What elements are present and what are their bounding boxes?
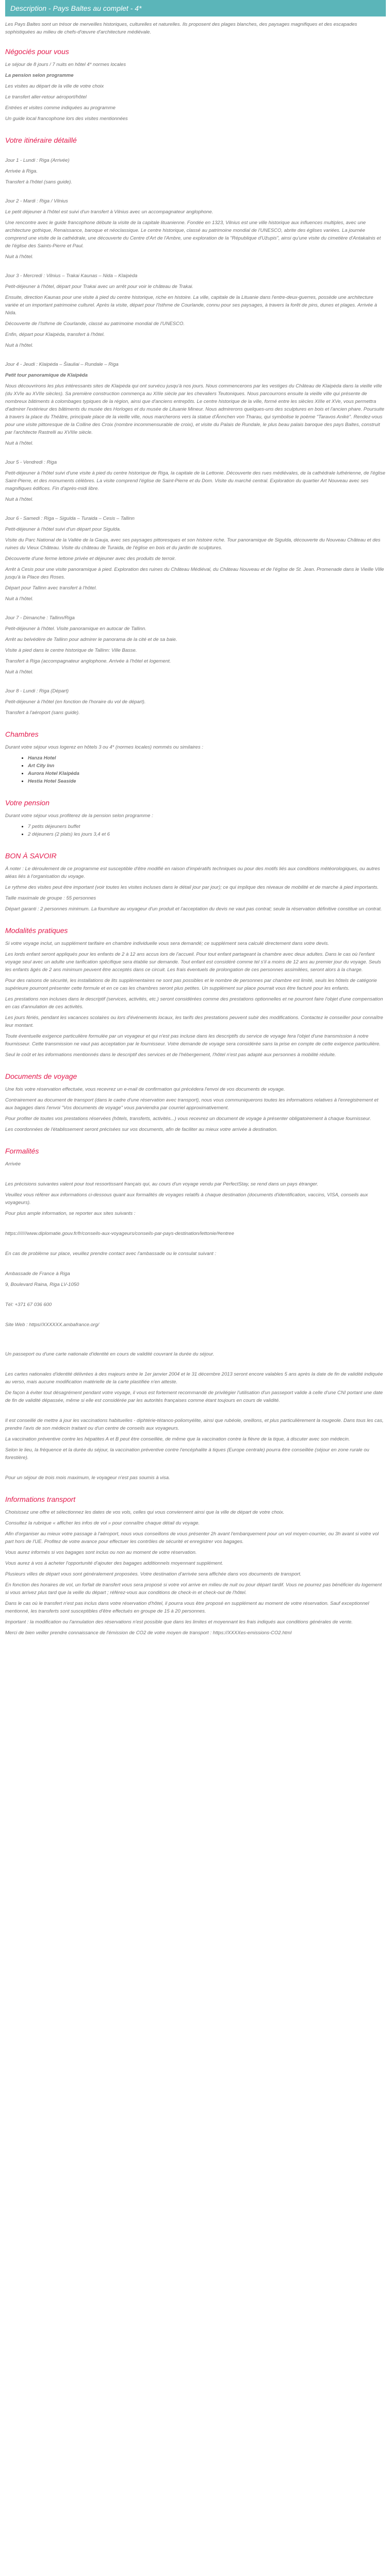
section-title-pension: Votre pension: [5, 799, 50, 807]
day-para: Transfert à l'hôtel (sans guide).: [5, 179, 72, 185]
negocie-line: Les visites au départ de la ville de votre choix: [5, 83, 104, 89]
list-item: [28, 777, 386, 785]
day-para: Une rencontre avec le guide francophone débute la visite de la capitale lituanienne. Fondée en 1323, Vilnius est une ville historique aux influences multiples, avec une architecture gothique, Renaissance, baroque et néoclassique. Le centre historique, classé au patrimoine mondial de l'UNESCO, abrite des églises variées. La journée comprend une visite de la cathédrale, une découverte du Centre d'Art de l'Ambre, une exploration de la "République d'Užupis", ainsi qu'une visite du cimetière d'Antakalnis et de l'église des Saints-Pierre et Paul.: [5, 220, 381, 249]
pension-lead: Durant votre séjour vous profiterez de la pension selon programme :: [5, 813, 153, 819]
transport-para: Consultez la rubrique « afficher les infos de vol » pour connaître chaque détail du voyage.: [5, 1520, 200, 1526]
day-para: Nuit à l'hôtel.: [5, 343, 34, 348]
formalites-para: Les cartes nationales d'identité délivrées à des majeurs entre le 1er janvier 2004 et le 31 décembre 2013 seront encore valables 5 ans après la date de fin de validité indiquée au verso, mais aucune modification matérielle de la carte plastifiée n'en atteste.: [5, 1371, 383, 1385]
formalites-para: En cas de problème sur place, veuillez prendre contact avec l'ambassade ou le consulat suivant :: [5, 1251, 216, 1257]
day-para: Enfin, départ pour Klaipėda, transfert à l'hôtel.: [5, 332, 105, 337]
negocie-line: Un guide local francophone lors des visites mentionnées: [5, 116, 128, 122]
hotel-name: Aurora Hotel Klaipėda: [28, 771, 79, 776]
day-title: Jour 3 - Mercredi : Vilnius – Trakai Kaunas – Nida – Klaipėda: [5, 273, 138, 279]
list-item: [28, 762, 386, 770]
section-title-negocie: Négociés pour vous: [5, 47, 69, 56]
day-para: Découverte de l'Isthme de Courlande, classé au patrimoine mondial de l'UNESCO.: [5, 321, 185, 327]
section-title-chambres: Chambres: [5, 730, 39, 738]
day-title: Jour 4 - Jeudi : Klaipėda – Šiauliai – Rundale – Riga: [5, 362, 119, 367]
day-para: Visite à pied dans le centre historique de Tallinn: Ville Basse.: [5, 648, 137, 653]
documents-para: Une fois votre réservation effectuée, vous recevrez un e-mail de confirmation qui précédera l'envoi de vos documents de voyage.: [5, 1087, 285, 1092]
list-item: [28, 831, 386, 838]
day-title: Jour 8 - Lundi : Riga (Départ): [5, 688, 69, 694]
negocie-list: [5, 61, 386, 123]
day-title: Jour 5 - Vendredi : Riga: [5, 460, 57, 465]
transport-para: Afin d'organiser au mieux votre passage à l'aéroport, nous vous conseillons de vous présenter 2h avant l'embarquement pour un vol moyen-courrier, ou 3h avant si votre vol part hors de l'UE. Profitez de votre avance pour effectuer les contrôles de sécurité et enregistrer vos bagages.: [5, 1531, 379, 1545]
spacer: [5, 1465, 386, 1474]
modalites-para: Seul le coût et les informations mentionnés dans le descriptif des services et de l'hébergement, l'hôtel n'est pas adapté aux personnes à mobilité réduite.: [5, 1052, 336, 1058]
section-title-transport: Informations transport: [5, 1495, 76, 1503]
spacer: [5, 1171, 386, 1180]
documents-para: Contrairement au document de transport (dans le cadre d'une réservation avec transport), nous vous communiquerons toutes les informations relatives à l'enregistrement et aux bagages dans l'envoi "Vos documents de voyage" vous parviendra par courriel approximativement.: [5, 1097, 379, 1111]
day-subtitle: Petit tour panoramique de Klaipėda: [5, 372, 88, 378]
section-title-modalites: Modalités pratiques: [5, 926, 68, 935]
embassy-name: Ambassade de France à Riga: [5, 1271, 70, 1277]
modalites-para: Pour des raisons de sécurité, les installations de lits supplémentaires ne sont pas possibles et le nombre de personnes par chambre est limité, seuls les hôtels de catégorie supérieure pourront présenter cette formule et en ce cas les chambres seront plus petites. Un supplément sur place pourrait vous être facturé pour les enfants.: [5, 978, 377, 991]
day-8: [5, 687, 386, 717]
spacer: [5, 1292, 386, 1301]
day-6: [5, 515, 386, 603]
day-5: [5, 459, 386, 503]
day-para: Ensuite, direction Kaunas pour une visite à pied du centre historique, riche en histoire. La ville, capitale de la Lituanie dans l'entre-deux-guerres, possède une architecture variée et un important patrimoine culturel. Après la visite, départ pour l'Isthme de Courlande, connu pour ses paysages, à travers la forêt de pins, dunes et plages. Arrivée à Nida.: [5, 295, 377, 316]
formalites-para: Arrivée: [5, 1161, 21, 1167]
formalites-para: Un passeport ou d'une carte nationale d'identité en cours de validité couvrant la durée du séjour.: [5, 1351, 215, 1357]
documents-para: Les coordonnées de l'établissement seront précisées sur vos documents, afin de faciliter au mieux votre arrivée à destination.: [5, 1127, 278, 1132]
day-para: Petit-déjeuner à l'hôtel (en fonction de l'horaire du vol de départ).: [5, 699, 146, 705]
spacer: [5, 1332, 386, 1341]
bon-para: Départ garanti : 2 personnes minimum. La fourniture au voyageur d'un produit et l'acceptation du devis ne vaut pas contrat; seule la réservation définitive constitue un contrat.: [5, 906, 382, 912]
section-title-formalites: Formalités: [5, 1147, 39, 1155]
embassy-website[interactable]: Site Web : https//XXXXXX.ambafrance.org/: [5, 1322, 99, 1328]
day-para: Visite du Parc National de la Vallée de la Gauja, avec ses paysages pittoresques et son histoire riche. Tour panoramique de Sigulda, découverte du Nouveau Château et des ruines du Vieux Château. Visite du château de Turaida, de l'église en bois et du jardin de sculptures.: [5, 537, 381, 551]
day-title: Jour 2 - Mardi : Riga / Vilnius: [5, 198, 68, 204]
embassy-address: 9, Boulevard Raina, Riga LV-1050: [5, 1282, 79, 1287]
day-para: Arrêt au belvédère de Tallinn pour admirer le panorama de la cité et de sa baie.: [5, 637, 177, 642]
day-para: Nuit à l'hôtel.: [5, 254, 34, 260]
day-para: Petit-déjeuner à l'hôtel, départ pour Trakai avec un arrêt pour voir le château de Trakai.: [5, 284, 193, 290]
spacer: [5, 1312, 386, 1321]
day-para: Petit-déjeuner à l'hôtel suivi d'un départ pour Sigulda.: [5, 527, 121, 532]
list-item: [28, 770, 386, 777]
formalites-para: De façon à éviter tout désagrément pendant votre voyage, il vous est fortement recommandé de privilégier l'utilisation d'un passeport valide à celle d'une CNI portant une date de fin de validité dépassée, même si elle est considérée par les autorités françaises comme étant toujours en cours de validité.: [5, 1390, 383, 1403]
day-para: Petit-déjeuner à l'hôtel suivi d'une visite à pied du centre historique de Riga, la capitale de la Lettonie. Découverte des rues médiévales, de la cathédrale luthérienne, de l'église Saint-Pierre, et des monuments célèbres. La visite comprend l'église de Saint-Pierre et du Dom. Visite du marché central. Exploration du quartier Art Nouveau avec ses magnifiques édifices. Fin d'après-midi libre.: [5, 470, 385, 492]
hotel-name: Hanza Hotel: [28, 755, 56, 761]
day-7: [5, 614, 386, 676]
day-1: [5, 157, 386, 186]
formalites-link[interactable]: https:///////www.diplomatie.gouv.fr/fr/conseils-aux-voyageurs/conseils-par-pays-destination/lettonie/#entree: [5, 1231, 234, 1236]
day-para: Arrêt à Cesis pour une visite panoramique à pied. Exploration des ruines du Château Médiéval, du Château Nouveau et de l'église de St. Jean. Promenade dans le Vieille Ville jusqu'à la Place des Roses.: [5, 567, 384, 580]
day-para: Petit-déjeuner à l'hôtel. Visite panoramique en autocar de Tallinn.: [5, 626, 146, 632]
day-para: Nous découvrirons les plus intéressants sites de Klaipėda qui ont survécu jusqu'à nos jours. Nous commencerons par les vestiges du Château de Klaipėda dans la vieille ville (du XVIe au XVIIe siècles). Sa première construction commença au XIIIe siècle par les chevaliers Teutoniques. Nous parcourrons ensuite la vieille ville qui présente de nombreux bâtiments à colombages typiques de la région, ainsi que d'anciens entrepôts. Le centre historique de la ville, formé entre les siècles XIIIe et XVe, vous permettra d'admirer l'extérieur des bâtiments du musée des Horloges et du musée de Lituanie Mineur. Nous admirerons quelques-uns des sculptures en bois et l'ancien phare. Poursuite à travers la place du Théâtre, principale place de la vieille ville, nous marcherons vers la statue d'Ännchen von Tharau, qui symbolise le poème "Taravos Anikė". Rendez-vous pour une visite pittoresque de la Colline des Croix (nombre incommensurable de croix), et visite du Palais de Rundale, le plus beau palais baroque des pays Baltes, construit par l'architecte Rastrelli au XVIIIe siècle.: [5, 383, 384, 435]
section-title-itineraire: Votre itinéraire détaillé: [5, 136, 77, 144]
transport-para[interactable]: Merci de bien veiller prendre connaissance de l'émission de CO2 de votre moyen de transport : https://XXXXes-emissions-CO2.html: [5, 1630, 292, 1636]
day-para: Transfert à Riga (accompagnateur anglophone. Arrivée à l'hôtel et logement.: [5, 658, 171, 664]
spacer: [5, 1361, 386, 1370]
day-para: Nuit à l'hôtel.: [5, 669, 34, 675]
formalites-para: Pour plus ample information, se reporter aux sites suivants :: [5, 1211, 136, 1216]
list-item: [28, 823, 386, 831]
spacer: [5, 1261, 386, 1270]
modalites-para: Les jours fériés, pendant les vacances scolaires ou lors d'événements locaux, les tarifs des prestations peuvent subir des modifications. Contactez le conseiller pour connaître leur montant.: [5, 1015, 383, 1028]
formalites-para: La vaccination préventive contre les hépatites A et B peut être conseillée, de même que la vaccination contre la fièvre de la tique, à discuter avec son médecin.: [5, 1436, 350, 1442]
page-title-banner: Description - Pays Baltes au complet - 4*: [5, 0, 386, 16]
pension-list: [5, 823, 386, 838]
formalites-para: Les précisions suivantes valent pour tout ressortissant français qui, au cours d'un voyage vendu par PerfectStay, se rend dans un pays étranger.: [5, 1181, 318, 1187]
formalites-para: Veuillez vous référer aux informations ci-dessous quant aux formalités de voyages relatifs à chaque destination (documents d'identification, vaccins, VISA, conseils aux voyageurs).: [5, 1192, 368, 1206]
day-para: Arrivée à Riga.: [5, 168, 38, 174]
day-3: [5, 272, 386, 349]
transport-para: Dans le cas où le transfert n'est pas inclus dans votre réservation d'hôtel, il pourra vous être proposé en supplément au moment de votre réservation. Sauf exceptionnel mentionné, les transferts sont susceptibles d'être effectués en groupe de 15 à 20 personnes.: [5, 1601, 369, 1614]
day-para: Départ pour Tallinn avec transfert à l'hôtel.: [5, 585, 97, 591]
day-para: Découverte d'une ferme lettone privée et déjeuner avec des produits de terroir.: [5, 556, 176, 562]
day-title: Jour 7 - Dimanche : Tallinn/Riga: [5, 615, 75, 621]
spacer: [5, 1221, 386, 1230]
hotel-list: [5, 754, 386, 785]
day-para: Nuit à l'hôtel.: [5, 497, 34, 502]
day-para: Nuit à l'hôtel.: [5, 596, 34, 602]
transport-para: Choisissez une offre et sélectionnez les dates de vos vols, celles qui vous conviennent ainsi que la ville de départ de votre choix.: [5, 1510, 285, 1515]
spacer: [5, 1341, 386, 1350]
section-title-bon-a-savoir: BON À SAVOIR: [5, 852, 57, 860]
transport-para: Important : la modification ou l'annulation des réservations n'est possible que dans les limites et moyennant les frais indiqués aux conditions générales de vente.: [5, 1619, 353, 1625]
transport-para: Plusieurs villes de départ vous sont généralement proposées. Votre destination d'arrivée sera affichée dans vos documents de transport.: [5, 1571, 302, 1577]
day-para: Transfert à l'aéroport (sans guide).: [5, 710, 80, 716]
spacer: [5, 1241, 386, 1250]
embassy-phone: Tél: +371 67 036 600: [5, 1302, 52, 1308]
pension-item: 2 déjeuners (2 plats) les jours 3,4 et 6: [28, 832, 110, 837]
bon-para: Taille maximale de groupe : 55 personnes: [5, 895, 96, 901]
bon-para: À noter : Le déroulement de ce programme est susceptible d'être modifié en raison d'impératifs techniques ou pour des motifs liés aux conditions météorologiques, ou autres aléas liés à l'organisation du voyage.: [5, 866, 380, 879]
chambres-lead: Durant votre séjour vous logerez en hôtels 3 ou 4* (normes locales) nommés ou similaires :: [5, 744, 203, 750]
negocie-line: Le transfert aller-retour aéroport/hôtel: [5, 94, 87, 100]
section-title-documents: Documents de voyage: [5, 1072, 77, 1080]
hotel-name: Art City Inn: [28, 763, 55, 769]
negocie-line: Entrées et visites comme indiquées au programme: [5, 105, 116, 111]
modalites-para: Les lords enfant seront appliqués pour les enfants de 2 à 12 ans accus lors de l'accueil. Pour tout enfant partageant la chambre avec deux adultes. Dans le cas où l'enfant voyage seul avec un adulte une tarification spécifique sera établie sur demande. Tout enfant est considéré comme tel s'il a moins de 12 ans au premier jour du voyage. Seuls les enfants âgés de 2 ans minimum peuvent être acceptés dans ce circuit. Les frais éventuels de prolongation de ces personnes assimilées, seront alors à la charge.: [5, 952, 381, 973]
negocie-line: La pension selon programme: [5, 73, 74, 78]
transport-para: Vous aurez à vos à acheter l'opportunité d'ajouter des bagages additionnels moyennant supplément.: [5, 1561, 223, 1566]
day-4: [5, 361, 386, 447]
day-2: [5, 197, 386, 261]
day-title: Jour 1 - Lundi : Riga (Arrivée): [5, 158, 70, 163]
day-para: Nuit à l'hôtel.: [5, 440, 34, 446]
pension-item: 7 petits déjeuners buffet: [28, 824, 80, 829]
list-item: [28, 754, 386, 762]
spacer: [5, 1408, 386, 1417]
negocie-line: Le séjour de 8 jours / 7 nuits en hôtel 4* normes locales: [5, 62, 126, 67]
hotel-name: Hestia Hotel Seaside: [28, 778, 76, 784]
transport-para: Vous aurez informés si vos bagages sont inclus ou non au moment de votre réservation.: [5, 1550, 197, 1555]
modalites-para: Si votre voyage inclut, un supplément tarifaire en chambre individuelle vous sera demandé; ce supplément sera calculé directement dans votre devis.: [5, 941, 329, 946]
documents-para: Pour profiter de toutes vos prestations réservées (hôtels, transferts, activités...) vous recevrez un document de voyage à présenter obligatoirement à chaque fournisseur.: [5, 1116, 371, 1122]
transport-para: En fonction des horaires de vol, un forfait de transfert vous sera proposé si votre vol arrive en milieu de nuit ou pour départ tardif. Vous ne pourrez pas bénéficier du logement si vous arrivez plus tard que la veille du départ ; référez-vous aux conditions de check-in et check-out de l'hôtel.: [5, 1582, 382, 1596]
formalites-para: Pour un séjour de trois mois maximum, le voyageur n'est pas soumis à visa.: [5, 1475, 170, 1481]
formalites-para: Il est conseillé de mettre à jour les vaccinations habituelles - diphtérie-tétanos-poliomyélite, ainsi que rubéole, oreillons, et plus particulièrement la rougeole. Dans tous les cas, prendre l'avis de son médecin traitant ou d'un centre de conseils aux voyageurs.: [5, 1418, 384, 1431]
day-para: Le petit déjeuner à l'hôtel est suivi d'un transfert à Vilnius avec un accompagnateur anglophone.: [5, 209, 214, 215]
modalites-para: Les prestations non incluses dans le descriptif (services, activités, etc.) seront considérées comme des prestations optionnelles et ne pourront faire l'objet d'une compensation en cas d'annulation de ces activités.: [5, 996, 383, 1010]
formalites-para: Selon le lieu, la fréquence et la durée du séjour, la vaccination préventive contre l'encéphalite à tiques (Europe centrale) pourra être conseillée (séjour en zone rurale ou forestière).: [5, 1447, 369, 1461]
modalites-para: Toute éventuelle exigence particulière formulée par un voyageur et qui n'est pas incluse dans les descriptifs du service de voyage fera l'objet d'une transmission à notre fournisseur. Cette transmission ne vaut pas acceptation par le fournisseur. Votre demande de voyage sera considérée sans la prise en compte de cette exigence particulière.: [5, 1033, 381, 1047]
intro-text: Les Pays Baltes sont un trésor de merveilles historiques, culturelles et naturelles. Ils proposent des plages blanches, des paysages magnifiques et des escapades sophistiquées au milieu de chefs-d'œuvre d'architecture médiévale.: [5, 22, 357, 35]
bon-para: Le rythme des visites peut être important (voir toutes les visites incluses dans le détail jour par jour); ce qui implique des niveaux de mobilité et de marche à pied importants.: [5, 885, 379, 890]
day-title: Jour 6 - Samedi : Riga – Sigulda – Turaida – Cesis – Tallinn: [5, 516, 135, 521]
